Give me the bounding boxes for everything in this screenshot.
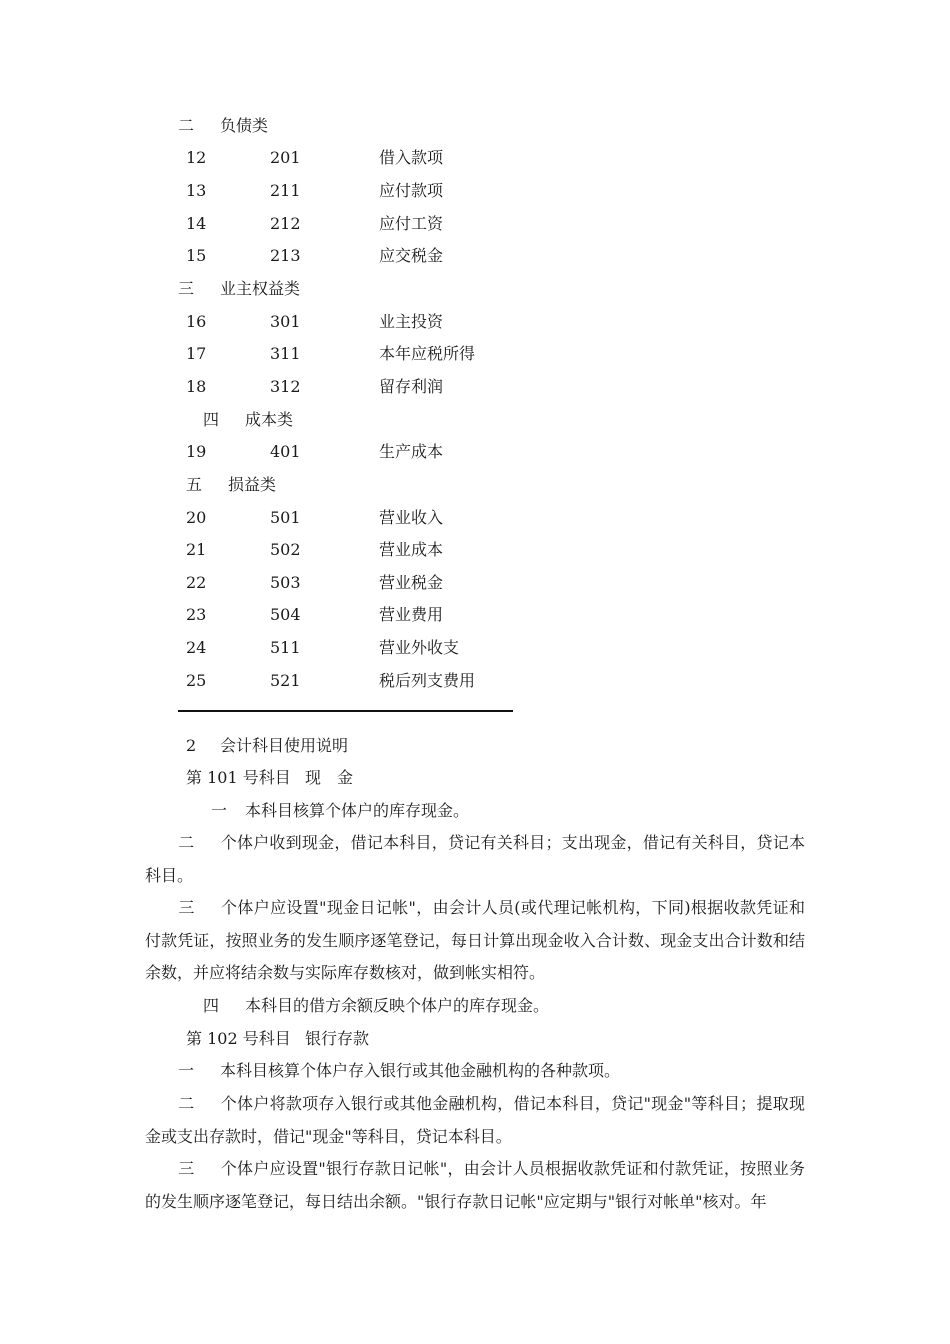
account-index: 18: [186, 377, 207, 396]
item-number: 三: [178, 898, 195, 917]
account-code: 301: [270, 312, 301, 331]
item-number: 一: [211, 801, 228, 820]
account-heading-name: 现 金: [305, 768, 354, 787]
item-number: 二: [178, 833, 195, 852]
account-name: 营业费用: [379, 605, 444, 624]
section-number: 2: [186, 736, 197, 755]
account-heading: 第 102 号科目: [186, 1029, 291, 1048]
account-name: 生产成本: [379, 442, 444, 461]
paragraph: [145, 827, 805, 892]
account-index: 14: [186, 214, 207, 233]
account-name: 本年应税所得: [379, 344, 476, 363]
account-index: 15: [186, 246, 207, 265]
account-index: 25: [186, 671, 207, 690]
account-index: 17: [186, 344, 207, 363]
account-name: 营业收入: [379, 508, 444, 527]
account-code: 511: [270, 638, 301, 657]
item-number: 四: [203, 996, 220, 1015]
account-code: 201: [270, 148, 301, 167]
account-name: 应付款项: [379, 181, 444, 200]
paragraph: [145, 892, 805, 990]
category-name: 成本类: [245, 410, 294, 429]
account-code: 212: [270, 214, 301, 233]
account-index: 19: [186, 442, 207, 461]
account-index: 16: [186, 312, 207, 331]
account-name: 营业成本: [379, 540, 444, 559]
account-code: 521: [270, 671, 301, 690]
account-index: 21: [186, 540, 207, 559]
category-name: 损益类: [228, 475, 277, 494]
table-end-rule: [178, 710, 513, 712]
account-code: 504: [270, 605, 301, 624]
account-name: 留存利润: [379, 377, 444, 396]
item-text: 个体户应设置"银行存款日记帐"，由会计人员根据收款凭证和付款凭证，按照业务的发生顺序逐笔登记，每日结出余额。"银行存款日记帐"应定期与"银行对帐单"核对。年: [145, 1159, 805, 1211]
item-text: 个体户将款项存入银行或其他金融机构，借记本科目，贷记"现金"等科目；提取现金或支出存款时，借记"现金"等科目，贷记本科目。: [145, 1094, 805, 1146]
item-text: 本科目核算个体户存入银行或其他金融机构的各种款项。: [220, 1061, 621, 1080]
account-code: 211: [270, 181, 301, 200]
item-number: 一: [178, 1061, 195, 1080]
account-index: 12: [186, 148, 207, 167]
account-index: 20: [186, 508, 207, 527]
account-code: 401: [270, 442, 301, 461]
category-number: 三: [178, 279, 195, 298]
account-index: 23: [186, 605, 207, 624]
account-code: 312: [270, 377, 301, 396]
account-name: 应交税金: [379, 246, 444, 265]
account-code: 502: [270, 540, 301, 559]
item-number: 三: [178, 1159, 195, 1178]
account-code: 213: [270, 246, 301, 265]
item-text: 本科目核算个体户的库存现金。: [245, 801, 470, 820]
account-heading: 第 101 号科目: [186, 768, 291, 787]
category-number: 五: [186, 475, 203, 494]
category-number: 二: [178, 116, 195, 135]
category-name: 负债类: [220, 116, 269, 135]
account-name: 营业外收支: [379, 638, 460, 657]
account-index: 13: [186, 181, 207, 200]
account-code: 501: [270, 508, 301, 527]
account-name: 借入款项: [379, 148, 444, 167]
account-heading-name: 银行存款: [305, 1029, 370, 1048]
account-name: 税后列支费用: [379, 671, 476, 690]
item-text: 本科目的借方余额反映个体户的库存现金。: [245, 996, 550, 1015]
account-name: 业主投资: [379, 312, 444, 331]
item-number: 二: [178, 1094, 195, 1113]
account-code: 503: [270, 573, 301, 592]
account-name: 营业税金: [379, 573, 444, 592]
category-number: 四: [203, 410, 220, 429]
category-name: 业主权益类: [220, 279, 301, 298]
section-title: 会计科目使用说明: [220, 736, 349, 755]
paragraph: [145, 1153, 805, 1218]
account-index: 22: [186, 573, 207, 592]
item-text: 个体户应设置"现金日记帐"，由会计人员(或代理记帐机构，下同)根据收款凭证和付款凭证，按照业务的发生顺序逐笔登记，每日计算出现金收入合计数、现金支出合计数和结余数，并应将结余数与实际库存数核对，做到帐实相符。: [145, 898, 805, 982]
paragraph: [145, 1088, 805, 1153]
account-index: 24: [186, 638, 207, 657]
item-text: 个体户收到现金，借记本科目，贷记有关科目；支出现金，借记有关科目，贷记本科目。: [145, 833, 805, 885]
account-name: 应付工资: [379, 214, 444, 233]
account-code: 311: [270, 344, 301, 363]
